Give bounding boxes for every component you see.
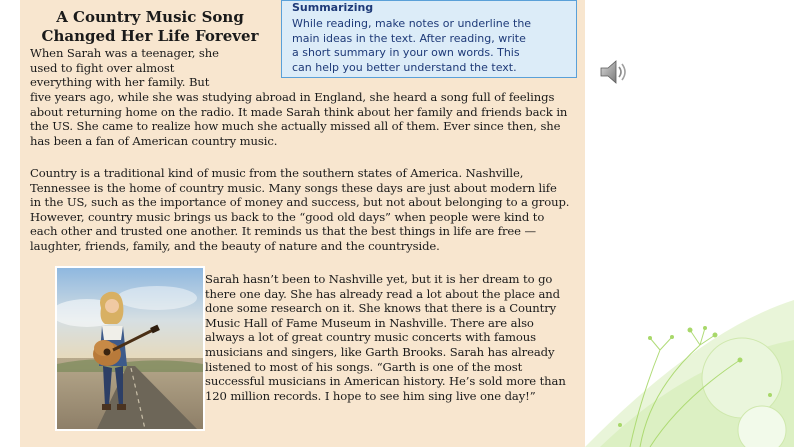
article-title <box>30 8 270 46</box>
tip-title: Summarizing <box>292 1 374 14</box>
tip-line: can help you better understand the text. <box>292 60 517 74</box>
tip-text <box>292 17 570 75</box>
speaker-icon[interactable] <box>598 56 630 88</box>
title-line-1: A Country Music Song <box>56 8 244 26</box>
paragraph-1-intro <box>30 46 278 90</box>
paragraph-1: five years ago, while she was studying abroad in England, she heard a song full of feelings about returning home on the radio. It made Sarah think about her family and friends back in the US. She came to realize how much she actually missed all of them. Ever since then, she has been a fan of American country music. <box>30 90 568 148</box>
girl-with-guitar-photo <box>55 266 205 431</box>
paragraph-2: Country is a traditional kind of music from the southern states of America. Nashville, Tennessee is the home of country music. Many songs these days are just about modern life in the US, such as the importance of money and success, but not about belonging to a group. However, country music brings us back to the “good old days” when people were kind to each other and trusted one another. It reminds us that the best things in life are free — laughter, friends, family, and the beauty of nature and the countryside. <box>30 166 570 253</box>
paragraph-1-line: everything with her family. But <box>30 75 210 90</box>
photo-illustration <box>57 268 203 429</box>
paragraph-1-line: When Sarah was a teenager, she <box>30 46 219 60</box>
tip-line: a short summary in your own words. This <box>292 46 520 59</box>
tip-line: While reading, make notes or underline the <box>292 17 532 30</box>
paragraph-3: Sarah hasn’t been to Nashville yet, but it is her dream to go there one day. She has already read a lot about the place and done some research on it. She knows that there is a Country Music Hall of Fame Museum in Nashville. There are also always a lot of great country music concerts with famous musicians and singers, like Garth Brooks. Sarah has already listened to most of his songs. “Garth is one of the most successful musicians in American history. He’s sold more than 120 million records. I hope to see him sing live one day!” <box>205 272 566 403</box>
title-line-2: Changed Her Life Forever <box>41 27 259 45</box>
summarizing-tip-box <box>281 0 577 78</box>
paragraph-1-line: used to fight over almost <box>30 60 175 75</box>
tip-line: main ideas in the text. After reading, write <box>292 31 526 45</box>
